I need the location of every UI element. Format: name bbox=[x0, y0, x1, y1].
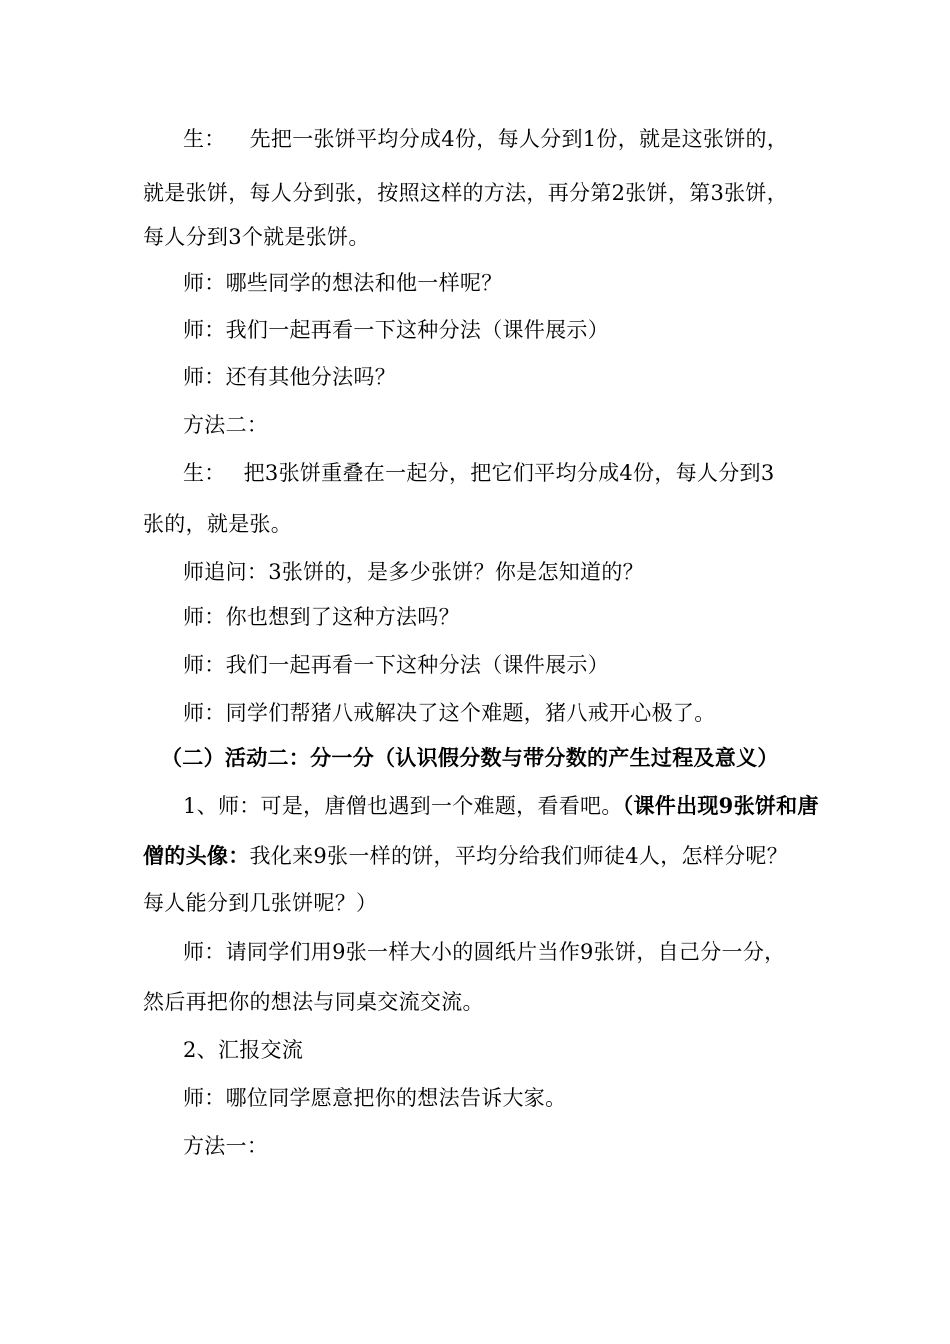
line-text: 1、师：可是，唐僧也遇到一个难题，看看吧。 bbox=[183, 794, 623, 818]
courseware-note: 僧的头像： bbox=[143, 843, 250, 868]
paragraph-line-9: 张的，就是张。 bbox=[143, 512, 293, 536]
paragraph-line-21: 师：哪位同学愿意把你的想法告诉大家。 bbox=[183, 1086, 567, 1110]
paragraph-line-12: 师：我们一起再看一下这种分法（课件展示） bbox=[183, 653, 609, 677]
section-heading: （二）活动二：分一分（认识假分数与带分数的产生过程及意义） bbox=[161, 745, 779, 770]
paragraph-line-5: 师：我们一起再看一下这种分法（课件展示） bbox=[183, 318, 609, 342]
paragraph-line-2: 就是张饼，每人分到张，按照这样的方法，再分第2张饼，第3张饼， bbox=[143, 181, 789, 205]
paragraph-line-1 bbox=[183, 124, 788, 154]
courseware-note: （课件出现9张饼和唐 bbox=[622, 793, 819, 818]
paragraph-line-16 bbox=[143, 841, 788, 871]
paragraph-line-11: 师：你也想到了这种方法吗？ bbox=[183, 605, 460, 629]
line-text: 把3张饼重叠在一起分，把它们平均分成4份，每人分到3 bbox=[243, 461, 775, 485]
line-text: 先把一张饼平均分成4份，每人分到1份，就是这张饼的， bbox=[249, 127, 789, 151]
paragraph-line-8 bbox=[183, 458, 775, 488]
paragraph-line-4: 师：哪些同学的想法和他一样呢？ bbox=[183, 271, 503, 295]
paragraph-line-20: 2、汇报交流 bbox=[183, 1038, 304, 1062]
speaker-label: 生： bbox=[183, 127, 226, 151]
paragraph-line-18: 师：请同学们用9张一样大小的圆纸片当作9张饼，自己分一分， bbox=[183, 940, 786, 964]
paragraph-line-13: 师：同学们帮猪八戒解决了这个难题，猪八戒开心极了。 bbox=[183, 701, 716, 725]
paragraph-line-6: 师：还有其他分法吗？ bbox=[183, 365, 396, 389]
paragraph-line-10: 师追问：3张饼的，是多少张饼？你是怎知道的？ bbox=[183, 560, 644, 584]
paragraph-line-17: 每人能分到几张饼呢？） bbox=[143, 891, 378, 915]
paragraph-line-22: 方法一： bbox=[183, 1134, 269, 1158]
speaker-label: 生： bbox=[183, 461, 226, 485]
paragraph-line-7: 方法二： bbox=[183, 413, 269, 437]
line-text: 我化来9张一样的饼，平均分给我们师徒4人，怎样分呢？ bbox=[249, 844, 789, 868]
paragraph-line-19: 然后再把你的想法与同桌交流交流。 bbox=[143, 990, 484, 1014]
paragraph-line-15 bbox=[183, 791, 819, 821]
paragraph-line-3: 每人分到3个就是张饼。 bbox=[143, 225, 370, 249]
